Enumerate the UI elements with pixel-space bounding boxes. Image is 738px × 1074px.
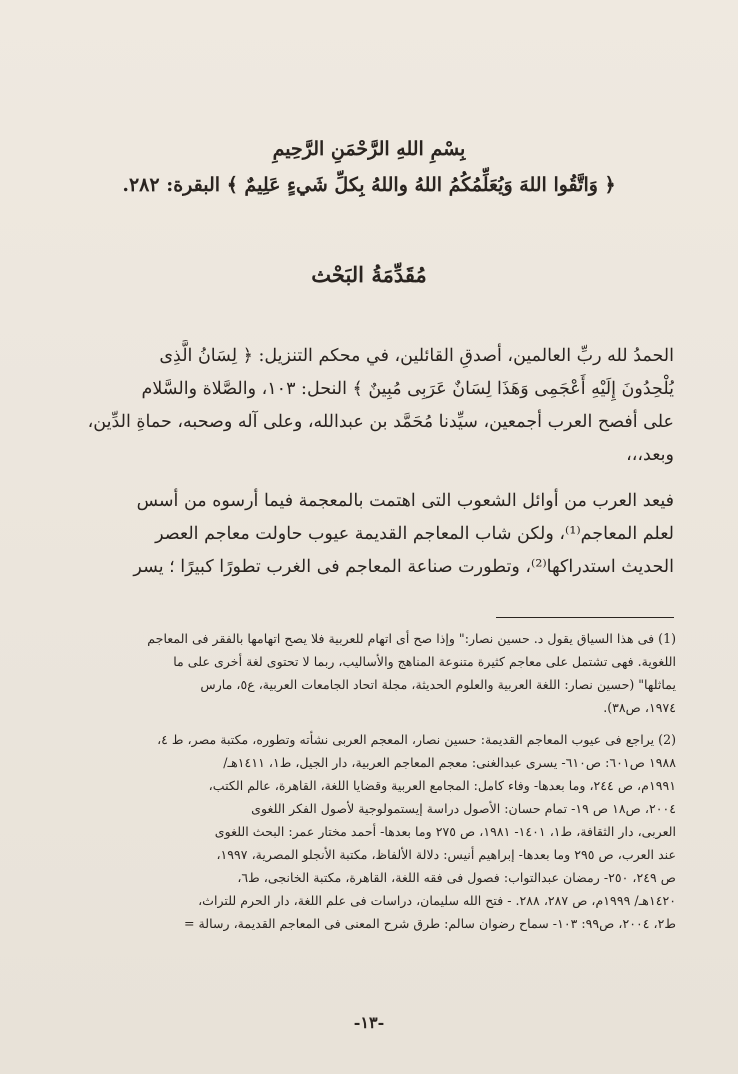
footnote-line: العربى، دار الثقافة، ط١، ١٤٠١- ١٩٨١، ص ٢٧٥ وما بعدها- أحمد مختار عمر: البحث اللغوى <box>214 824 676 839</box>
section-heading: مُقَدِّمَةُ البَحْث <box>311 262 427 287</box>
footnote-line: (2) يراجع فى عيوب المعاجم القديمة: حسين نصار، المعجم العربى نشأته وتطوره، مكتبة مصر، ط ٤، <box>157 732 676 747</box>
basmala: بِسْمِ اللهِ الرَّحْمَنِ الرَّحِيمِ <box>272 138 466 160</box>
footnote-2 <box>64 728 676 935</box>
footnote-line: ١٩٩١م، ص ٢٤٤، وما بعدها- وفاء كامل: المجامع العربية وقضايا اللغة، القاهرة، عالم الكتب، <box>208 778 676 793</box>
paragraph-line: لعلم المعاجم⁽¹⁾، ولكن شاب المعاجم القديمة عيوب حاولت معاجم العصر <box>155 524 674 544</box>
footnote-line: ص ٢٤٩، ٢٥٠- رمضان عبدالتواب: فصول فى فقه اللغة، القاهرة، مكتبة الخانجى، ط٦، <box>237 870 676 885</box>
paragraph-line: وبعد،،، <box>626 445 674 465</box>
body-paragraph <box>64 485 674 584</box>
paragraph-line: على أفصح العرب أجمعين، سيِّدنا مُحَمَّد بن عبدالله، وعلى آله وصحبه، حماةِ الدِّين، <box>87 412 674 432</box>
footnote-divider <box>496 617 674 618</box>
intro-paragraph <box>64 340 674 472</box>
footnote-line: يماثلها" (حسين نصار: اللغة العربية والعلوم الحديثة، مجلة اتحاد الجامعات العربية، ع٥، مارس <box>200 677 676 692</box>
footnote-line: ١٤٢٠هـ/ ١٩٩٩م، ص ٢٨٧، ٢٨٨. - فتح الله سليمان، دراسات فى علم اللغة، دار الحرم للتراث، <box>198 893 676 908</box>
paragraph-line: يُلْحِدُونَ إِلَيْهِ أَعْجَمِى وَهَذَا لِسَانٌ عَرَبِى مُبِينٌ ﴾ النحل: ١٠٣، والصَّلاة والسَّلام <box>141 379 674 399</box>
footnote-line: ١٩٨٨ ص٦٠١: ص٦١٠- يسرى عبدالغنى: معجم المعاجم العربية، دار الجيل، ط١، ١٤١١هـ/ <box>223 755 676 770</box>
footnote-line: ٢٠٠٤، ص١٨ ص ١٩- تمام حسان: الأصول دراسة إيستمولوجية لأصول الفكر اللغوى <box>251 801 676 816</box>
page-number: -١٣- <box>353 1013 385 1032</box>
paragraph-line: فيعد العرب من أوائل الشعوب التى اهتمت بالمعجمة فيما أرسوه من أسس <box>136 491 674 511</box>
footnote-line: عند العرب، ص ٢٩٥ وما بعدها- إبراهيم أنيس: دلالة الألفاظ، مكتبة الأنجلو المصرية، ١٩٩٧، <box>216 847 676 862</box>
footnote-1 <box>64 627 676 719</box>
paragraph-line: الحمدُ لله ربِّ العالمين، أصدقِ القائلين، في محكم التنزيل: ﴿ لِسَانُ الَّذِى <box>159 346 674 366</box>
footnote-line: ط٢، ٢٠٠٤، ص٩٩: ١٠٣- سماح رضوان سالم: طرق شرح المعنى فى المعاجم القديمة، رسالة = <box>183 916 676 931</box>
footnote-line: ١٩٧٤، ص٣٨). <box>603 700 676 715</box>
quran-verse: ﴿ وَاتَّقُوا اللهَ وَيُعَلِّمُكُمُ اللهُ واللهُ بِكلِّ شَيءٍ عَلِيمٌ ﴾ البقرة: ٢٨٢. <box>122 174 616 196</box>
footnote-line: (1) فى هذا السياق يقول د. حسين نصار:" وإذا صح أى اتهام للعربية فلا يصح اتهامها بالفقر فى المعاجم <box>147 631 676 646</box>
footnote-line: اللغوية. فهى تشتمل على معاجم كثيرة متنوعة المناهج والأساليب، ربما لا تحتوى لغة أخرى على ما <box>173 654 676 669</box>
paragraph-line: الحديث استدراكها⁽²⁾، وتطورت صناعة المعاجم فى الغرب تطورًا كبيرًا ؛ يسر <box>133 557 674 577</box>
